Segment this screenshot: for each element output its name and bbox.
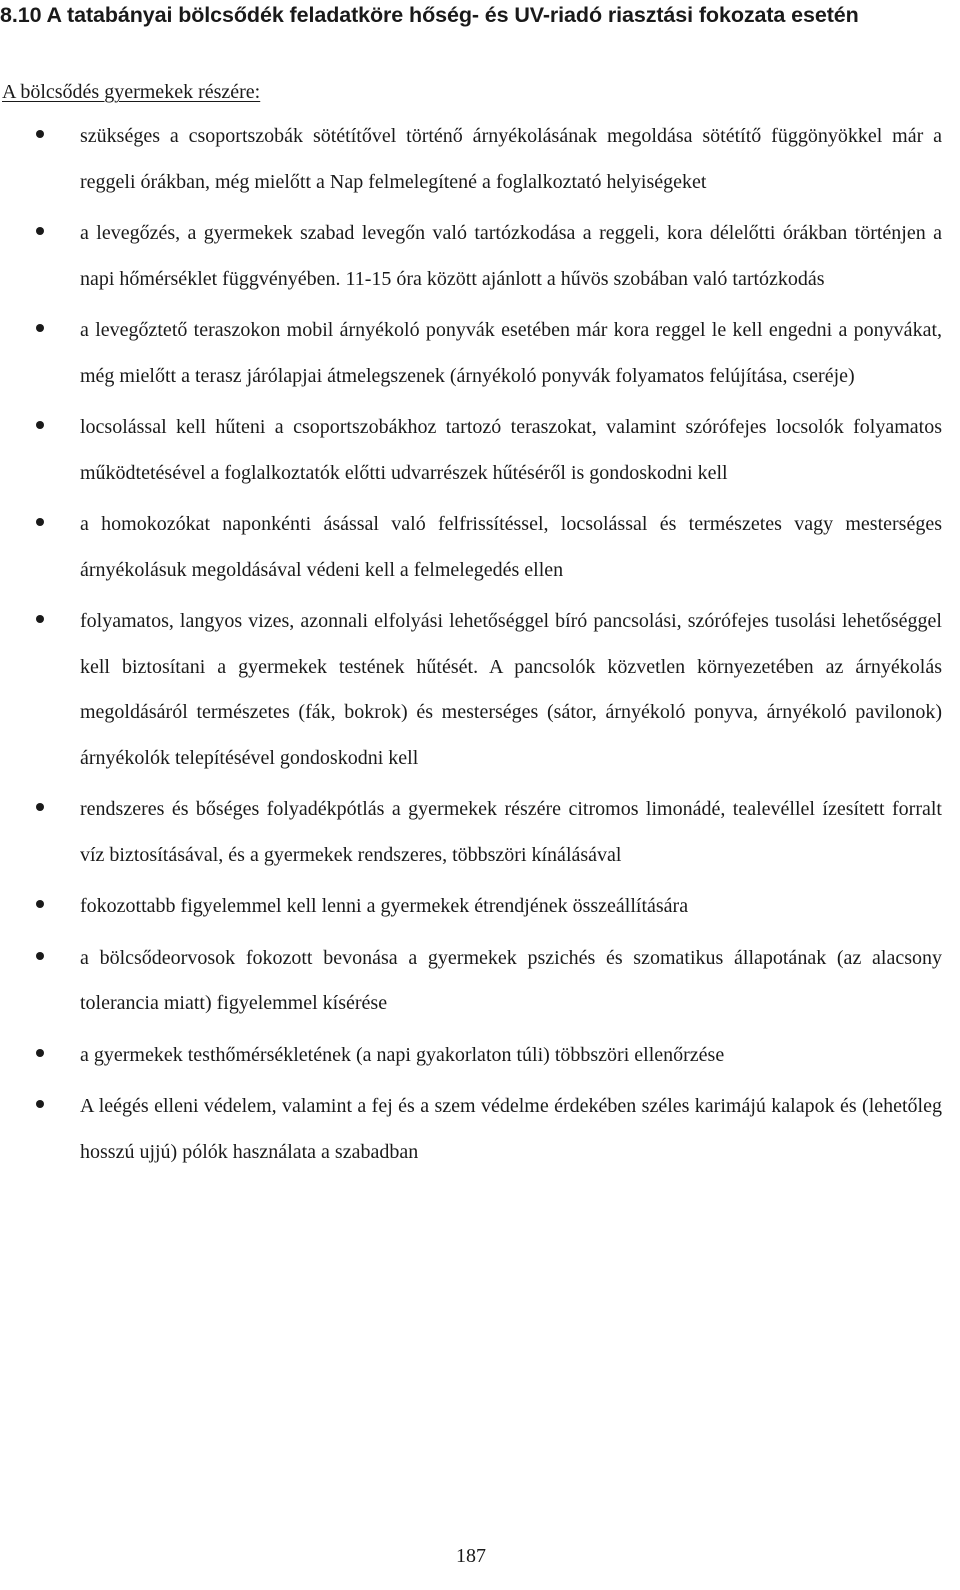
page-number: 187 — [456, 1545, 486, 1567]
list-item — [0, 787, 960, 878]
bullet-icon — [36, 952, 44, 960]
bullet-icon — [36, 900, 44, 908]
list-item — [0, 884, 960, 930]
bullet-icon — [36, 518, 44, 526]
bullet-icon — [36, 421, 44, 429]
list-item-text: a levegőztető teraszokon mobil árnyékoló ponyvák esetében már kora reggel le kell engedni a ponyvákat, még mielőtt a terasz járólapjai átmelegszenek (árnyékoló ponyvák folyamatos felújítása, cseréje) — [80, 319, 942, 387]
list-item — [0, 211, 960, 302]
list-item-text: rendszeres és bőséges folyadékpótlás a gyermekek részére citromos limonádé, tealevéllel ízesített forralt víz biztosításával, és a gyermekek rendszeres, többszöri kínálásával — [80, 798, 942, 866]
list-item — [0, 936, 960, 1027]
list-item-text: a bölcsődeorvosok fokozott bevonása a gyermekek pszichés és szomatikus állapotának (az alacsony tolerancia miatt) figyelemmel kísérése — [80, 946, 942, 1014]
bullet-icon — [36, 227, 44, 235]
intro-text: A bölcsődés gyermekek részére: — [2, 81, 261, 103]
list-item — [0, 502, 960, 593]
list-item — [0, 405, 960, 496]
list-item-text: a homokozókat naponkénti ásással való felfrissítéssel, locsolással és természetes vagy mesterséges árnyékolásuk megoldásával védeni kell a felmelegedés ellen — [80, 513, 942, 581]
list-item-text: a gyermekek testhőmérsékletének (a napi gyakorlaton túli) többszöri ellenőrzése — [80, 1043, 725, 1066]
bullet-icon — [36, 803, 44, 811]
intro-line — [2, 79, 260, 105]
list-item — [0, 1084, 960, 1175]
bullet-icon — [36, 324, 44, 332]
bullet-icon — [36, 1049, 44, 1057]
list-item — [0, 308, 960, 399]
list-item-text: szükséges a csoportszobák sötétítővel történő árnyékolásának megoldása sötétítő függönyökkel már a reggeli órákban, még mielőtt a Nap felmelegítené a foglalkoztató helyiségeket — [80, 125, 942, 193]
list-item-text: a levegőzés, a gyermekek szabad levegőn való tartózkodása a reggeli, kora délelőtti órákban történjen a napi hőmérséklet függvényében. 11-15 óra között ajánlott a hűvös szobában való tartózkodás — [80, 222, 942, 290]
section-heading: 8.10 A tatabányai bölcsődék feladatköre hőség- és UV-riadó riasztási fokozata esetén — [0, 3, 859, 27]
list-item-text: A leégés elleni védelem, valamint a fej és a szem védelme érdekében széles karimájú kalapok és (lehetőleg hosszú ujjú) pólók használata a szabadban — [80, 1095, 942, 1163]
bullet-icon — [36, 130, 44, 138]
list-item-text: folyamatos, langyos vizes, azonnali elfolyási lehetőséggel bíró pancsolási, szórófejes tusolási lehetőséggel kell biztosítani a gyermekek testének hűtését. A pancsolók közvetlen környezetében az árnyékolás megoldásáról természetes (fák, bokrok) és mesterséges (sátor, árnyékoló ponyva, árnyékoló pavilonok) árnyékolók telepítésével gondoskodni kell — [80, 610, 942, 769]
list-item-text: locsolással kell hűteni a csoportszobákhoz tartozó teraszokat, valamint szórófejes locsolók folyamatos működtetésével a foglalkoztatók előtti udvarrészek hűtéséről is gondoskodni kell — [80, 416, 942, 484]
bullet-icon — [36, 1100, 44, 1108]
list-item — [0, 599, 960, 781]
list-item — [0, 1033, 960, 1079]
list-item-text: fokozottabb figyelemmel kell lenni a gyermekek étrendjének összeállítására — [80, 895, 689, 917]
bullet-icon — [36, 615, 44, 623]
bullet-list — [0, 114, 960, 1181]
list-item — [0, 114, 960, 205]
